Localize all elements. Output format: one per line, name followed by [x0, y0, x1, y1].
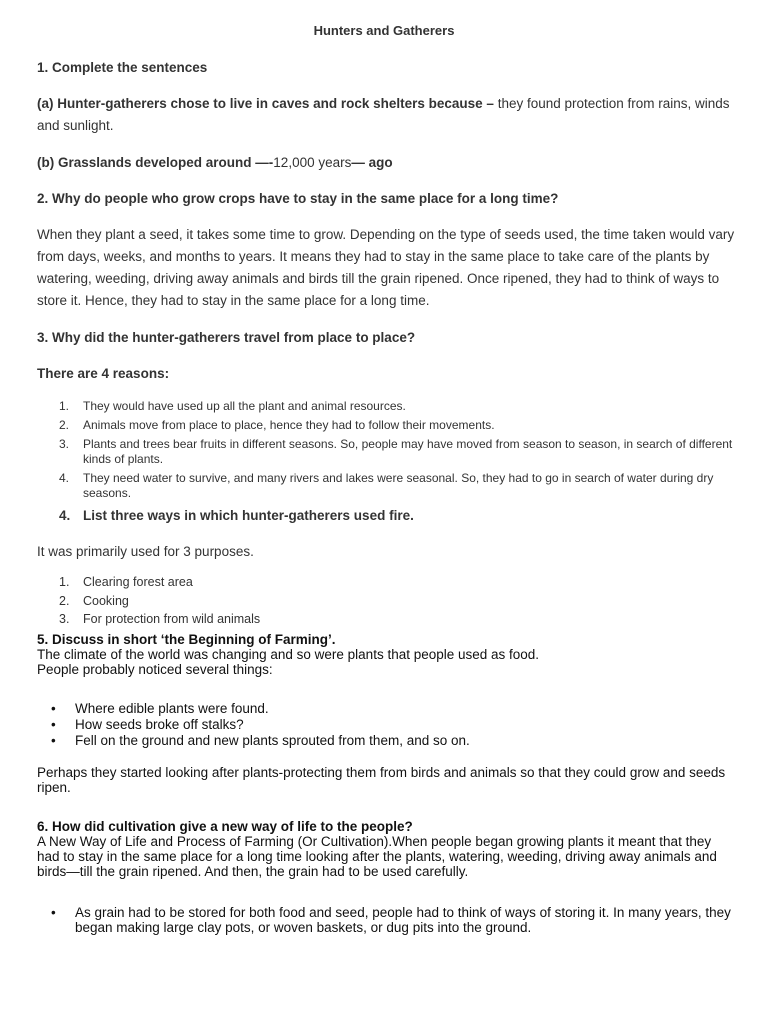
q1-b-end: — ago [351, 155, 393, 170]
bullet-text: As grain had to be stored for both food and seed, people had to think of ways of storing it. In many years, they began making large clay pots, or woven baskets, or dug pits into the ground. [75, 905, 731, 935]
q6-paragraph: A New Way of Life and Process of Farming (Or Cultivation).When people began growing plants it meant that they had to stay in the same place for a long time looking after the plants, watering, weeding, driving away animals and birds—till the grain ripened. And then, the grain had to be used carefully. [37, 834, 717, 879]
list-item-text: For protection from wild animals [83, 612, 261, 626]
bullet-text: How seeds broke off stalks? [75, 717, 244, 732]
list-number: 1. [59, 575, 70, 589]
list-item-text: They would have used up all the plant and animal resources. [83, 399, 406, 413]
list-number: 4. [59, 471, 70, 485]
q1-b-answer: 12,000 years [273, 155, 352, 170]
bullet-icon: • [51, 905, 56, 920]
list-number: 2. [59, 418, 70, 432]
list-item [37, 471, 737, 501]
list-item [37, 612, 737, 627]
list-number: 3. [59, 437, 70, 451]
q5-line2: People probably noticed several things: [37, 662, 273, 677]
bullet-icon: • [51, 733, 56, 748]
q1-a-answer: they found protection from rains, winds and sunlight. [37, 96, 730, 133]
list-item [37, 437, 737, 467]
q1-b-question: (b) Grasslands developed around —- [37, 155, 274, 170]
bullet-text: Fell on the ground and new plants sprouted from them, and so on. [75, 733, 470, 748]
q1-part-b [37, 152, 737, 174]
list-item-text: Animals move from place to place, hence they had to follow their movements. [83, 418, 495, 432]
bullet-item [37, 905, 737, 935]
bullet-item [37, 701, 737, 717]
q3-heading: 3. Why did the hunter-gatherers travel from place to place? [37, 330, 416, 345]
q2-answer: When they plant a seed, it takes some time to grow. Depending on the type of seeds used, the time taken would vary from days, weeks, and months to years. It means they had to stay in the same place to take care of the plants by watering, weeding, driving away animals and birds till the grain ripened. Once ripened, they had to think of ways to store it. Hence, they had to stay in the same place for a long time. [37, 227, 735, 308]
list-item-text: Plants and trees bear fruits in different seasons. So, people may have moved from season to season, in search of different kinds of plants. [83, 437, 733, 466]
list-item-text: They need water to survive, and many rivers and lakes were seasonal. So, they had to go in search of water during dry seasons. [83, 471, 714, 500]
bullet-icon: • [51, 701, 56, 716]
q4-purposes-list [37, 575, 737, 631]
q5-line1: The climate of the world was changing and so were plants that people used as food. [37, 647, 540, 662]
bullet-item [37, 717, 737, 733]
bullet-item [37, 733, 737, 749]
list-item [37, 418, 737, 433]
q4-intro: It was primarily used for 3 purposes. [37, 544, 254, 559]
q5-heading: 5. Discuss in short ‘the Beginning of Farming’. [37, 632, 336, 647]
q5-paragraph: Perhaps they started looking after plants-protecting them from birds and animals so that they could grow and seeds ripen. [37, 765, 726, 795]
q3-reasons-list [37, 399, 737, 505]
list-item [37, 594, 737, 609]
list-number: 1. [59, 399, 70, 413]
list-item [37, 399, 737, 414]
q1-a-question: (a) Hunter-gatherers chose to live in caves and rock shelters because – [37, 96, 494, 111]
q4-heading [37, 505, 737, 527]
list-number: 3. [59, 612, 70, 626]
q6-bullet-list [37, 905, 737, 935]
document-title: Hunters and Gatherers [313, 23, 455, 38]
list-item-text: Cooking [83, 593, 129, 608]
q3-intro: There are 4 reasons: [37, 366, 170, 381]
q1-heading: 1. Complete the sentences [37, 60, 208, 75]
q2-heading: 2. Why do people who grow crops have to stay in the same place for a long time? [37, 191, 559, 206]
q4-heading-text: List three ways in which hunter-gatherers used fire. [83, 508, 414, 523]
q4-number: 4. [59, 508, 71, 523]
q5-bullet-list [37, 701, 737, 749]
bullet-text: Where edible plants were found. [75, 701, 269, 716]
list-number: 2. [59, 593, 70, 608]
q6-heading: 6. How did cultivation give a new way of life to the people? [37, 819, 413, 834]
list-item [37, 575, 737, 590]
list-item-text: Clearing forest area [83, 575, 193, 589]
q1-part-a [37, 93, 737, 137]
bullet-icon: • [51, 717, 56, 732]
